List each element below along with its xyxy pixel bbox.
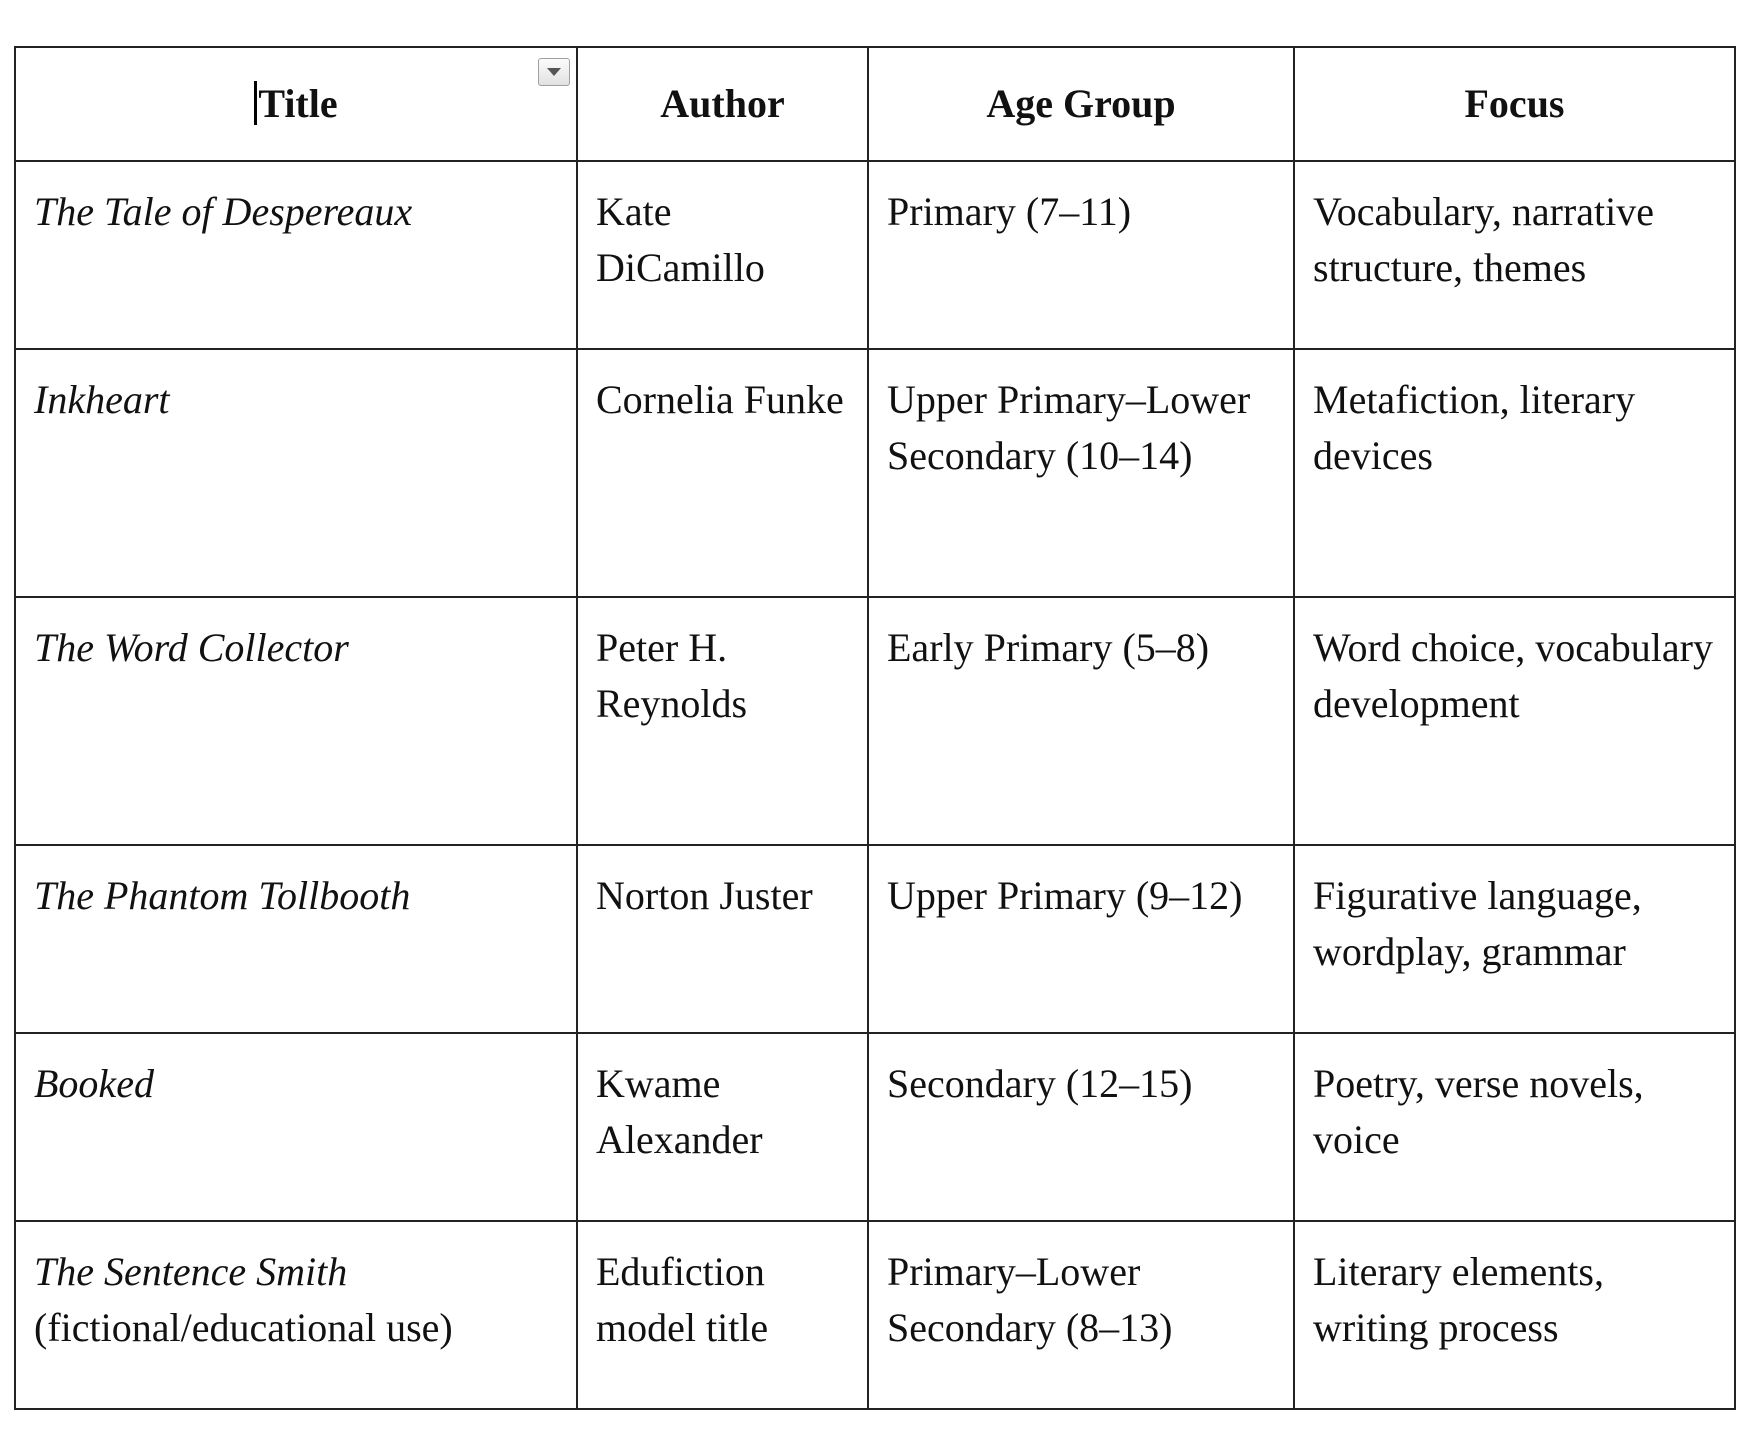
cell-title[interactable] — [15, 845, 577, 1033]
header-title-label: Title — [258, 81, 338, 126]
cell-author[interactable]: Norton Juster — [577, 845, 868, 1033]
book-table — [14, 46, 1736, 1410]
cell-age-group[interactable]: Early Primary (5–8) — [868, 597, 1294, 845]
cell-author[interactable]: Edufiction model title — [577, 1221, 868, 1409]
table-row — [15, 1033, 1735, 1221]
cell-focus[interactable]: Poetry, verse novels, voice — [1294, 1033, 1735, 1221]
cell-age-group[interactable]: Primary (7–11) — [868, 161, 1294, 349]
cell-author[interactable]: Kwame Alexander — [577, 1033, 868, 1221]
table-row — [15, 349, 1735, 597]
cell-focus[interactable]: Word choice, vocabulary development — [1294, 597, 1735, 845]
book-title: Inkheart — [34, 377, 170, 422]
cell-author[interactable]: Peter H. Reynolds — [577, 597, 868, 845]
table-row — [15, 845, 1735, 1033]
filter-dropdown-button[interactable] — [538, 58, 570, 86]
table-row — [15, 161, 1735, 349]
cell-title[interactable] — [15, 1033, 577, 1221]
book-title: The Word Collector — [34, 625, 349, 670]
cell-title[interactable] — [15, 161, 577, 349]
chevron-down-icon — [547, 68, 561, 76]
cell-title[interactable] — [15, 349, 577, 597]
header-focus[interactable]: Focus — [1294, 47, 1735, 161]
cell-age-group[interactable]: Upper Primary–Lower Secondary (10–14) — [868, 349, 1294, 597]
header-age-group[interactable]: Age Group — [868, 47, 1294, 161]
cell-title[interactable] — [15, 597, 577, 845]
cell-age-group[interactable]: Secondary (12–15) — [868, 1033, 1294, 1221]
table-row — [15, 1221, 1735, 1409]
cell-age-group[interactable]: Primary–Lower Secondary (8–13) — [868, 1221, 1294, 1409]
cell-focus[interactable]: Metafiction, literary devices — [1294, 349, 1735, 597]
header-row — [15, 47, 1735, 161]
cell-focus[interactable]: Vocabulary, narrative structure, themes — [1294, 161, 1735, 349]
cell-title[interactable] — [15, 1221, 577, 1409]
text-cursor — [254, 81, 257, 125]
book-title: Booked — [34, 1061, 154, 1106]
book-title: The Tale of Despereaux — [34, 189, 413, 234]
cell-age-group[interactable]: Upper Primary (9–12) — [868, 845, 1294, 1033]
cell-author[interactable]: Cornelia Funke — [577, 349, 868, 597]
table-row — [15, 597, 1735, 845]
cell-focus[interactable]: Figurative language, wordplay, grammar — [1294, 845, 1735, 1033]
book-title: The Sentence Smith — [34, 1249, 348, 1294]
header-author[interactable]: Author — [577, 47, 868, 161]
cell-author[interactable]: Kate DiCamillo — [577, 161, 868, 349]
header-title[interactable] — [15, 47, 577, 161]
title-note: (fictional/educational use) — [34, 1305, 453, 1350]
cell-focus[interactable]: Literary elements, writing process — [1294, 1221, 1735, 1409]
book-title: The Phantom Tollbooth — [34, 873, 411, 918]
